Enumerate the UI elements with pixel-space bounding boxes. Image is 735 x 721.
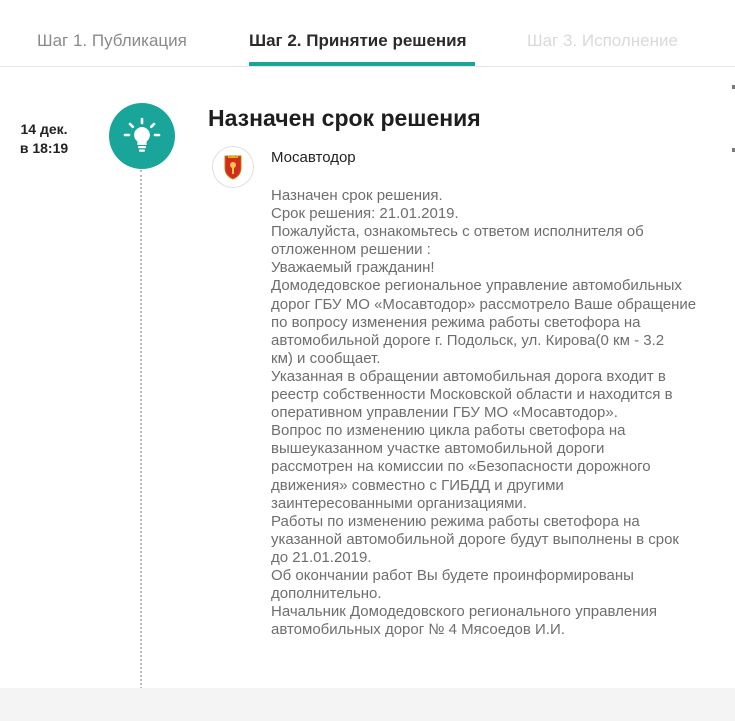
message-line: автомобильной дороге г. Подольск, ул. Кирова(0 км - 3.2	[271, 331, 665, 349]
message-line: вышеуказанном участке автомобильной дороги	[271, 440, 605, 458]
message-line: дополнительно.	[271, 585, 382, 603]
message-line: Об окончании работ Вы будете проинформированы	[271, 566, 634, 584]
org-avatar	[212, 146, 254, 188]
message-line: рассмотрен на комиссии по «Безопасности дорожного	[271, 458, 651, 476]
moscow-region-coat-of-arms-icon	[222, 154, 244, 180]
event-date-day: 14 дек.	[20, 121, 68, 137]
org-name: Мосавтодор	[271, 149, 356, 166]
message-line: отложенном решении :	[271, 241, 431, 259]
message-line: Назначен срок решения.	[271, 187, 443, 204]
step-tabs	[0, 0, 735, 67]
message-line: Начальник Домодедовского регионального управления	[271, 603, 658, 621]
footer-band	[0, 688, 735, 721]
tab-step-3[interactable]: Шаг 3. Исполнение	[527, 31, 678, 50]
message-line: Вопрос по изменению цикла работы светофора на	[271, 422, 626, 440]
message-line: автомобильных дорог № 4 Мясоедов И.И.	[271, 621, 565, 639]
message-line: Указанная в обращении автомобильная дорога входит в	[271, 367, 666, 385]
message-line: Домодедовское региональное управление автомобильных	[271, 277, 682, 295]
message-line: движения» совместно с ГИБДД и другими	[271, 476, 564, 494]
message-line: Работы по изменению режима работы светофора на	[271, 512, 640, 530]
message-line: км) и сообщает.	[271, 349, 381, 367]
timeline-line	[140, 170, 142, 721]
event-title: Назначен срок решения	[208, 105, 481, 131]
message-line: Уважаемый гражданин!	[271, 259, 435, 277]
tab-step-2[interactable]: Шаг 2. Принятие решения	[249, 31, 467, 50]
event-status-badge	[109, 103, 175, 169]
message-line: указанной автомобильной дороге будут выполнены в срок	[271, 530, 679, 548]
message-line: заинтересованными организациями.	[271, 494, 527, 512]
message-line: дорог ГБУ МО «Мосавтодор» рассмотрело Ваше обращение	[271, 295, 697, 313]
message-line: Срок решения: 21.01.2019.	[271, 205, 459, 223]
message-line: реестр собственности Московской области и находится в	[271, 386, 673, 404]
message-line: оперативном управлении ГБУ МО «Мосавтодор».	[271, 404, 618, 422]
event-date-time: в 18:19	[19, 140, 69, 156]
active-tab-indicator	[249, 62, 475, 66]
lightbulb-icon	[122, 116, 162, 156]
event-message	[271, 187, 733, 639]
message-line: Пожалуйста, ознакомьтесь с ответом исполнителя об	[271, 223, 644, 241]
message-line: до 21.01.2019.	[271, 548, 372, 566]
tab-step-1[interactable]: Шаг 1. Публикация	[37, 31, 187, 50]
message-line: по вопросу изменения режима работы светофора на	[271, 313, 641, 331]
event-date	[14, 120, 74, 158]
